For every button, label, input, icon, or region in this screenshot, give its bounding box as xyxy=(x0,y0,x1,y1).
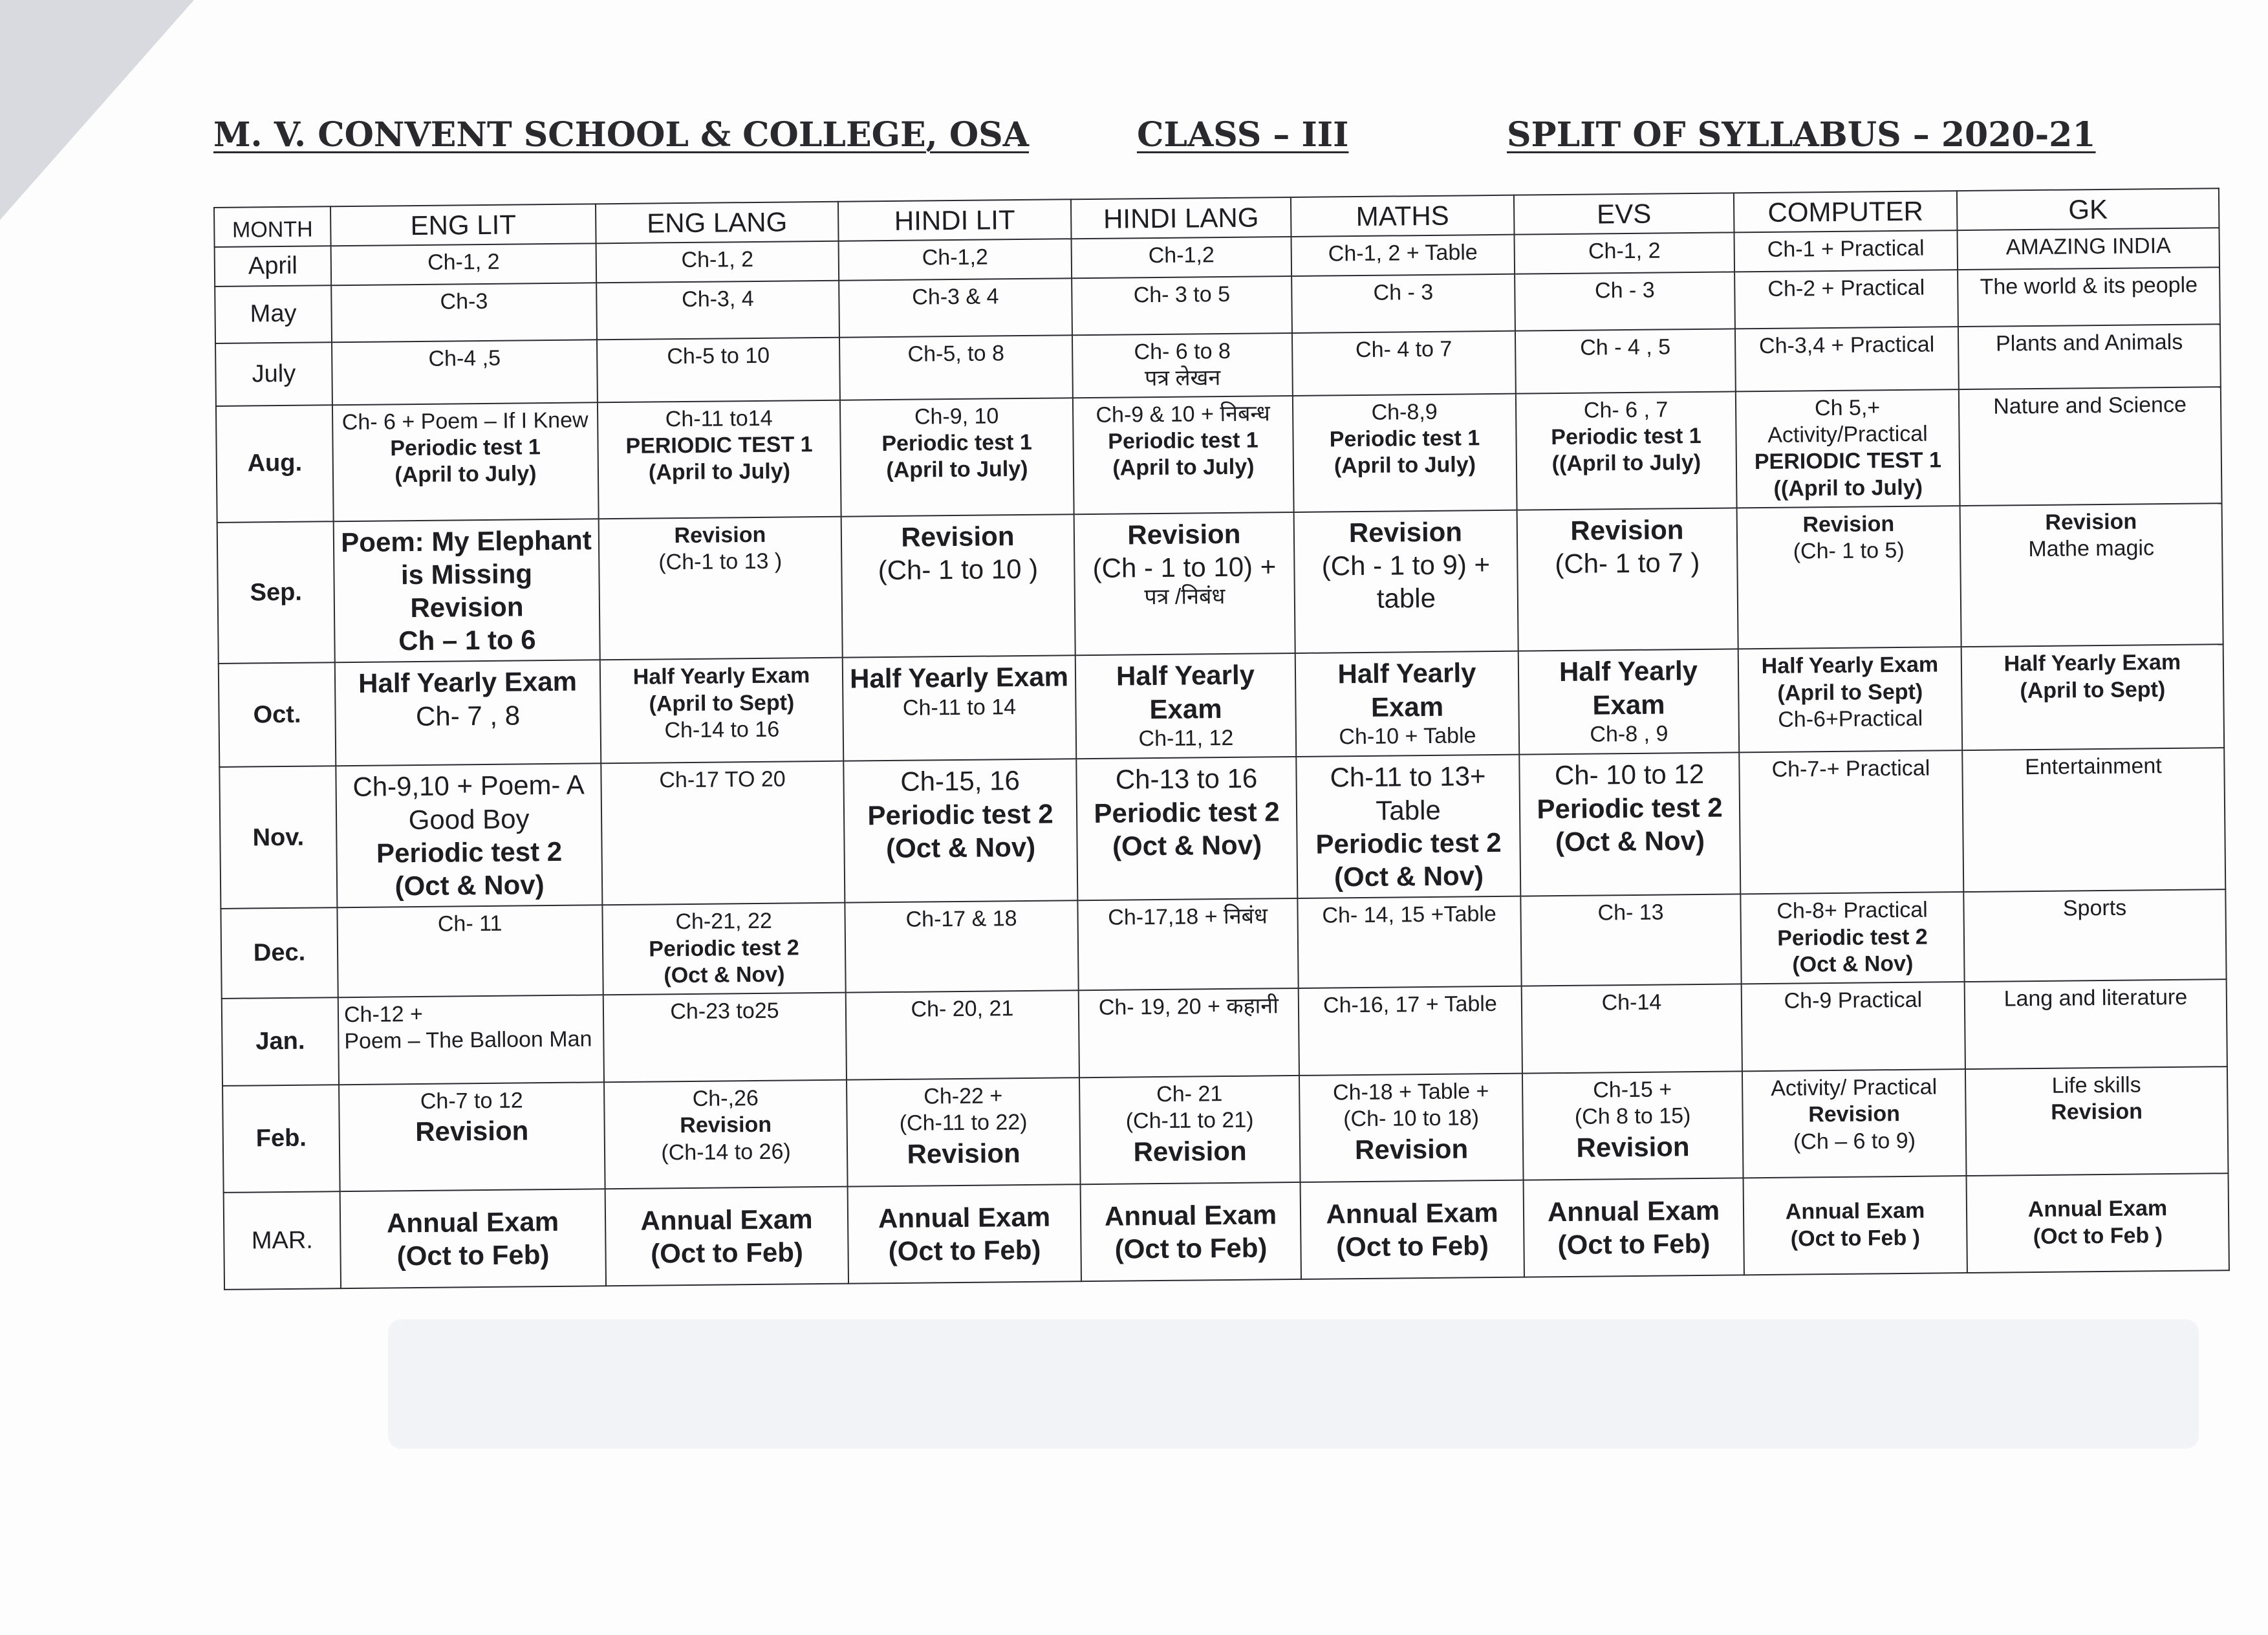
cell-line: Periodic test 1 xyxy=(1108,428,1258,454)
cell xyxy=(602,903,845,995)
cell-line: Mathe magic xyxy=(2028,536,2155,562)
cell-line: Revision xyxy=(410,591,524,623)
cell: AMAZING INDIA xyxy=(1957,228,2219,269)
cell: Ch-16, 17 + Table xyxy=(1299,986,1522,1075)
cell-line: Ch-12 + xyxy=(343,1001,424,1027)
month-cell: Feb. xyxy=(222,1085,340,1193)
cell: Ch-1 + Practical xyxy=(1734,230,1958,272)
cell-line: Ch-9 & 10 + निबन्ध xyxy=(1096,400,1270,428)
cell-line: (Oct to Feb ) xyxy=(2033,1222,2163,1249)
cell-line: (Oct to Feb ) xyxy=(1790,1225,1921,1251)
cell xyxy=(1961,645,2225,751)
cell-line: Periodic test 2 xyxy=(1094,796,1280,828)
cell-line: Revision xyxy=(1348,516,1463,548)
cell xyxy=(843,759,1077,903)
cell xyxy=(848,1184,1081,1283)
cell-line: Ch-9,10 + Poem- A Good Boy xyxy=(352,770,585,835)
cell xyxy=(1960,503,2223,647)
cell: Ch-17 TO 20 xyxy=(601,761,845,905)
cell-line: (Ch- 10 to 18) xyxy=(1343,1105,1480,1132)
cell xyxy=(843,656,1077,761)
cell: The world & its people xyxy=(1958,267,2220,327)
cell: Ch - 3 xyxy=(1291,274,1515,332)
table-row xyxy=(224,1173,2229,1290)
month-cell: Aug. xyxy=(216,405,334,523)
month-cell: July xyxy=(215,342,332,406)
month-cell: Dec. xyxy=(221,908,338,999)
cell-line: ((April to July) xyxy=(1551,450,1701,477)
cell xyxy=(600,658,844,764)
cell-line: (Oct & Nov) xyxy=(1555,825,1705,858)
cell xyxy=(1079,1076,1301,1184)
cell-line: PERIODIC TEST 1 xyxy=(625,432,813,459)
col-hindi-lang: HINDI LANG xyxy=(1071,197,1291,239)
cell xyxy=(1073,396,1294,514)
cell-line: PERIODIC TEST 1 xyxy=(1754,448,1942,475)
col-computer: COMPUTER xyxy=(1734,191,1958,233)
cell-line: Ch- 6 to 8 xyxy=(1134,338,1231,364)
cell xyxy=(1075,653,1297,759)
cell-line: Annual Exam xyxy=(386,1206,559,1239)
bleed-through-shadow xyxy=(388,1319,2199,1449)
col-month: MONTH xyxy=(214,206,331,247)
cell-line: (Ch-11 to 22) xyxy=(899,1110,1028,1136)
cell-line: Ch-21, 22 xyxy=(675,909,772,935)
cell-line: पत्र लेखन xyxy=(1144,365,1221,391)
col-eng-lang: ENG LANG xyxy=(596,202,839,244)
cell: Ch- 14, 15 +Table xyxy=(1297,896,1521,988)
cell: Ch-1, 2 xyxy=(331,244,597,285)
cell-line: Ch- 21 xyxy=(1156,1081,1223,1107)
cell-line: Ch-22 + xyxy=(923,1083,1003,1109)
cell-line: (Oct & Nov) xyxy=(1334,860,1484,893)
cell-line: Periodic test 1 xyxy=(390,435,541,461)
cell-line: (Oct & Nov) xyxy=(664,962,785,988)
cell-line: Ch- 6 + Poem – If I Knew xyxy=(341,407,589,435)
cell xyxy=(599,516,843,660)
cell xyxy=(1293,393,1517,512)
cell-line: (April to July) xyxy=(886,457,1028,483)
cell-line: Ch-11, 12 xyxy=(1138,725,1234,752)
class-title: CLASS – III xyxy=(1137,115,1349,155)
cell: Ch-3,4 + Practical xyxy=(1735,327,1959,391)
cell-line: (Ch - 1 to 9) + xyxy=(1321,548,1491,581)
cell: Ch - 4 , 5 xyxy=(1515,329,1736,393)
cell: Ch-17 & 18 xyxy=(845,901,1078,993)
cell xyxy=(1524,1178,1744,1277)
cell xyxy=(1517,508,1738,651)
cell xyxy=(1072,333,1293,398)
cell-line: Revision xyxy=(415,1115,529,1147)
cell xyxy=(1295,651,1520,757)
cell-line: (Oct to Feb) xyxy=(651,1237,804,1269)
cell: Ch-1, 2 xyxy=(596,241,839,283)
cell xyxy=(335,660,601,766)
cell: Ch-3 xyxy=(331,283,597,342)
cell-line: (Ch – 6 to 9) xyxy=(1793,1128,1916,1154)
cell-line: (Oct & Nov) xyxy=(394,869,545,902)
table-row xyxy=(219,748,2225,909)
month-cell: Nov. xyxy=(219,766,337,909)
cell: Ch-14 xyxy=(1522,984,1742,1073)
cell-line: (Ch- 1 to 5) xyxy=(1793,537,1905,564)
cell-line: Revision xyxy=(901,520,1015,552)
cell xyxy=(336,764,602,908)
cell-line: Ch-14 to 16 xyxy=(664,717,780,743)
cell-line: Life skills xyxy=(2051,1072,2141,1098)
cell-line: (April to Sept) xyxy=(649,690,795,717)
cell: Ch- 20, 21 xyxy=(846,990,1079,1079)
cell-line: Ch-8+ Practical xyxy=(1777,898,1928,924)
cell: Lang and literature xyxy=(1965,979,2227,1069)
cell-line: Ch – 1 to 6 xyxy=(398,624,536,656)
cell-line: Poem: My Elephant is Missing xyxy=(341,524,592,590)
cell-line: (April to July) xyxy=(1112,455,1255,481)
cell-line: Annual Exam xyxy=(640,1203,813,1236)
cell: Plants and Animals xyxy=(1958,324,2221,389)
cell-line: Annual Exam xyxy=(1326,1196,1498,1229)
cell-line: Periodic test 2 xyxy=(1315,827,1502,860)
cell xyxy=(340,1189,606,1288)
cell-line: Revision xyxy=(1802,511,1895,537)
cell: Ch-1, 2 + Table xyxy=(1291,235,1515,276)
cell xyxy=(604,1079,848,1189)
cell xyxy=(1519,753,1740,896)
cell xyxy=(1518,649,1740,755)
cell: Ch-17,18 + निबंध xyxy=(1077,898,1298,990)
cell-line: Periodic test 2 xyxy=(1537,792,1723,825)
cell-line: Revision xyxy=(1127,518,1241,550)
cell: Ch-3 & 4 xyxy=(839,278,1072,337)
cell-line: (Ch- 1 to 10 ) xyxy=(878,553,1039,585)
syllabus-title: SPLIT OF SYLLABUS – 2020-21 xyxy=(1507,115,2096,155)
month-cell: Sep. xyxy=(217,521,335,664)
cell-line: (April to July) xyxy=(394,461,537,488)
cell-line: Ch-6+Practical xyxy=(1778,706,1923,733)
cell: Ch- 3 to 5 xyxy=(1072,276,1292,335)
cell-line: Annual Exam xyxy=(878,1201,1051,1233)
syllabus-sheet xyxy=(213,188,2229,1272)
cell-line: Revision xyxy=(1808,1101,1901,1127)
table-row xyxy=(219,645,2224,768)
cell xyxy=(1967,1173,2229,1273)
cell-line: Ch-11 to 13+ Table xyxy=(1330,761,1486,826)
cell-line: Annual Exam xyxy=(2027,1196,2168,1222)
cell: Ch - 3 xyxy=(1515,272,1735,330)
cell-line: Ch-13 to 16 xyxy=(1115,763,1258,796)
school-name: M. V. CONVENT SCHOOL & COLLEGE, OSA xyxy=(213,115,1030,155)
cell xyxy=(332,402,599,521)
cell: Ch-5, to 8 xyxy=(839,335,1073,400)
col-evs: EVS xyxy=(1514,193,1734,234)
cell-line: Half Yearly Exam xyxy=(2003,650,2181,677)
cell-line: Half Yearly Exam xyxy=(1116,660,1255,724)
cell-line: Half Yearly Exam xyxy=(849,661,1069,695)
cell xyxy=(598,400,841,519)
cell: Ch-2 + Practical xyxy=(1734,270,1958,329)
cell-line: (Oct & Nov) xyxy=(1112,829,1262,861)
cell: Entertainment xyxy=(1962,748,2225,893)
cell-line: (Ch-14 to 26) xyxy=(661,1139,791,1165)
month-cell: May xyxy=(215,285,332,343)
col-gk: GK xyxy=(1957,188,2219,230)
cell: Nature and Science xyxy=(1959,387,2222,506)
cell xyxy=(841,514,1075,658)
cell-line: Activity/ Practical xyxy=(1771,1074,1938,1101)
cell xyxy=(1296,755,1520,898)
cell xyxy=(1081,1182,1301,1281)
table-row xyxy=(216,387,2222,523)
cell-line: (Ch 8 to 15) xyxy=(1574,1103,1691,1130)
cell-line: (Oct to Feb) xyxy=(1557,1228,1711,1260)
cell-line: Ch-10 + Table xyxy=(1339,723,1476,750)
cell-line: Ch 5,+ xyxy=(1814,395,1881,420)
cell-line: Ch-7 to 12 xyxy=(420,1088,523,1114)
cell-line: (April to Sept) xyxy=(2020,677,2166,704)
cell xyxy=(847,1077,1081,1186)
cell-line: Annual Exam xyxy=(1104,1198,1277,1231)
col-eng-lit: ENG LIT xyxy=(330,204,596,246)
cell: Ch- 19, 20 + कहानी xyxy=(1079,988,1299,1077)
month-cell: April xyxy=(215,246,332,286)
cell-line: Half Yearly Exam xyxy=(1337,657,1476,722)
cell-line: Revision xyxy=(907,1137,1021,1169)
table-row xyxy=(217,503,2223,664)
cell-line: Ch- 10 to 12 xyxy=(1554,759,1705,791)
month-cell: Jan. xyxy=(222,997,339,1086)
col-maths: MATHS xyxy=(1291,195,1515,237)
cell-line: Ch-18 + Table + xyxy=(1332,1078,1489,1105)
cell xyxy=(1744,1176,1967,1275)
cell xyxy=(1740,892,1964,984)
cell xyxy=(1076,757,1297,900)
syllabus-table xyxy=(213,188,2230,1290)
cell-line: Annual Exam xyxy=(1547,1195,1720,1227)
cell-line: Periodic test 2 xyxy=(1777,924,1928,951)
cell-line: ((April to July) xyxy=(1773,475,1923,501)
cell-line: Periodic test 2 xyxy=(867,798,1053,831)
cell: Ch-1,2 xyxy=(839,239,1072,281)
cell-line: (Oct & Nov) xyxy=(885,831,1036,863)
cell-line: Revision xyxy=(2051,1099,2143,1125)
cell-line: Revision xyxy=(1354,1133,1469,1165)
cell-line: Revision xyxy=(2045,509,2137,535)
cell: Ch- 4 to 7 xyxy=(1292,330,1516,395)
cell-line: (Ch-11 to 21) xyxy=(1125,1107,1254,1134)
cell xyxy=(334,519,600,663)
cell-line: Revision xyxy=(1576,1131,1690,1163)
cell xyxy=(1301,1180,1524,1279)
table-row xyxy=(222,1067,2228,1193)
cell-line: Poem – The Balloon Man xyxy=(344,1026,592,1054)
cell-line: Half Yearly Exam xyxy=(358,666,578,699)
cell-line: (Ch-1 to 13 ) xyxy=(658,548,783,575)
cell-line: Half Yearly Exam xyxy=(1559,655,1698,720)
cell-line: Ch- 7 , 8 xyxy=(415,700,521,731)
cell-line: (Ch- 1 to 7 ) xyxy=(1555,547,1700,579)
cell: Ch-1,2 xyxy=(1072,237,1292,278)
cell-line: Periodic test 2 xyxy=(376,836,563,869)
cell-line: Annual Exam xyxy=(1785,1198,1925,1225)
cell-line: Periodic test 1 xyxy=(1329,426,1480,452)
cell-line: पत्र /निबंध xyxy=(1144,584,1226,610)
cell xyxy=(1516,391,1737,510)
cell: Ch-7-+ Practical xyxy=(1739,751,1963,894)
cell-line: (April to July) xyxy=(1334,452,1476,479)
cell xyxy=(1074,512,1295,656)
cell-line: Ch-,26 xyxy=(692,1085,759,1111)
cell-line: Revision xyxy=(1570,514,1684,546)
cell xyxy=(1742,1069,1967,1178)
cell xyxy=(339,1082,605,1191)
cell: Ch-1, 2 xyxy=(1515,233,1735,274)
cell-line: Ch-11 to 14 xyxy=(902,694,1017,720)
cell xyxy=(605,1186,848,1286)
folded-corner xyxy=(0,0,194,220)
month-cell: MAR. xyxy=(224,1191,341,1290)
cell-line: Revision xyxy=(680,1112,772,1138)
cell: Ch-5 to 10 xyxy=(597,337,840,402)
cell-line: Ch-8 , 9 xyxy=(1590,721,1669,747)
cell xyxy=(338,995,604,1085)
cell xyxy=(1294,510,1518,653)
cell xyxy=(1522,1071,1744,1180)
cell-line: (Oct to Feb) xyxy=(1335,1229,1489,1262)
cell-line: (Oct to Feb) xyxy=(396,1239,550,1272)
cell-line: (Oct & Nov) xyxy=(1792,951,1914,977)
cell-line: table xyxy=(1376,582,1436,614)
cell xyxy=(1299,1073,1524,1182)
cell: Ch-23 to25 xyxy=(603,992,847,1082)
cell xyxy=(1738,647,1963,753)
cell-line: Periodic test 1 xyxy=(1551,423,1701,450)
cell xyxy=(840,398,1074,516)
cell-line: (April to July) xyxy=(648,459,791,486)
cell-line: (Oct to Feb) xyxy=(1114,1232,1268,1264)
cell-line: Revision xyxy=(1133,1135,1247,1167)
cell xyxy=(1965,1067,2229,1176)
cell xyxy=(1736,389,1960,508)
month-cell: Oct. xyxy=(219,663,336,768)
cell: Ch-3, 4 xyxy=(596,280,839,340)
cell-line: Ch-15, 16 xyxy=(900,765,1021,797)
cell: Ch-9 Practical xyxy=(1742,982,1965,1071)
cell-line: Ch-15 + xyxy=(1593,1077,1672,1103)
cell-line: Periodic test 1 xyxy=(881,429,1032,457)
cell-line: (April to Sept) xyxy=(1777,679,1923,706)
cell: Ch-4 ,5 xyxy=(332,340,598,405)
cell-line: Half Yearly Exam xyxy=(1761,652,1939,679)
cell-line: (Oct to Feb) xyxy=(888,1234,1041,1266)
col-hindi-lit: HINDI LIT xyxy=(838,199,1072,241)
cell-line: (Ch - 1 to 10) + xyxy=(1092,551,1277,583)
cell xyxy=(1737,506,1961,649)
cell-line: Activity/Practical xyxy=(1767,421,1928,448)
cell-line: Ch- 6 , 7 xyxy=(1583,396,1669,423)
cell-line: Periodic test 2 xyxy=(649,935,799,962)
cell: Ch- 13 xyxy=(1520,894,1741,986)
cell-line: Half Yearly Exam xyxy=(632,663,810,690)
cell: Ch- 11 xyxy=(337,905,603,997)
cell-line: Revision xyxy=(674,522,766,548)
cell: Sports xyxy=(1963,890,2226,982)
cell-line: Ch-8,9 xyxy=(1371,399,1438,425)
cell-line: Ch-11 to14 xyxy=(665,406,773,431)
cell-line: Ch-9, 10 xyxy=(914,403,999,429)
